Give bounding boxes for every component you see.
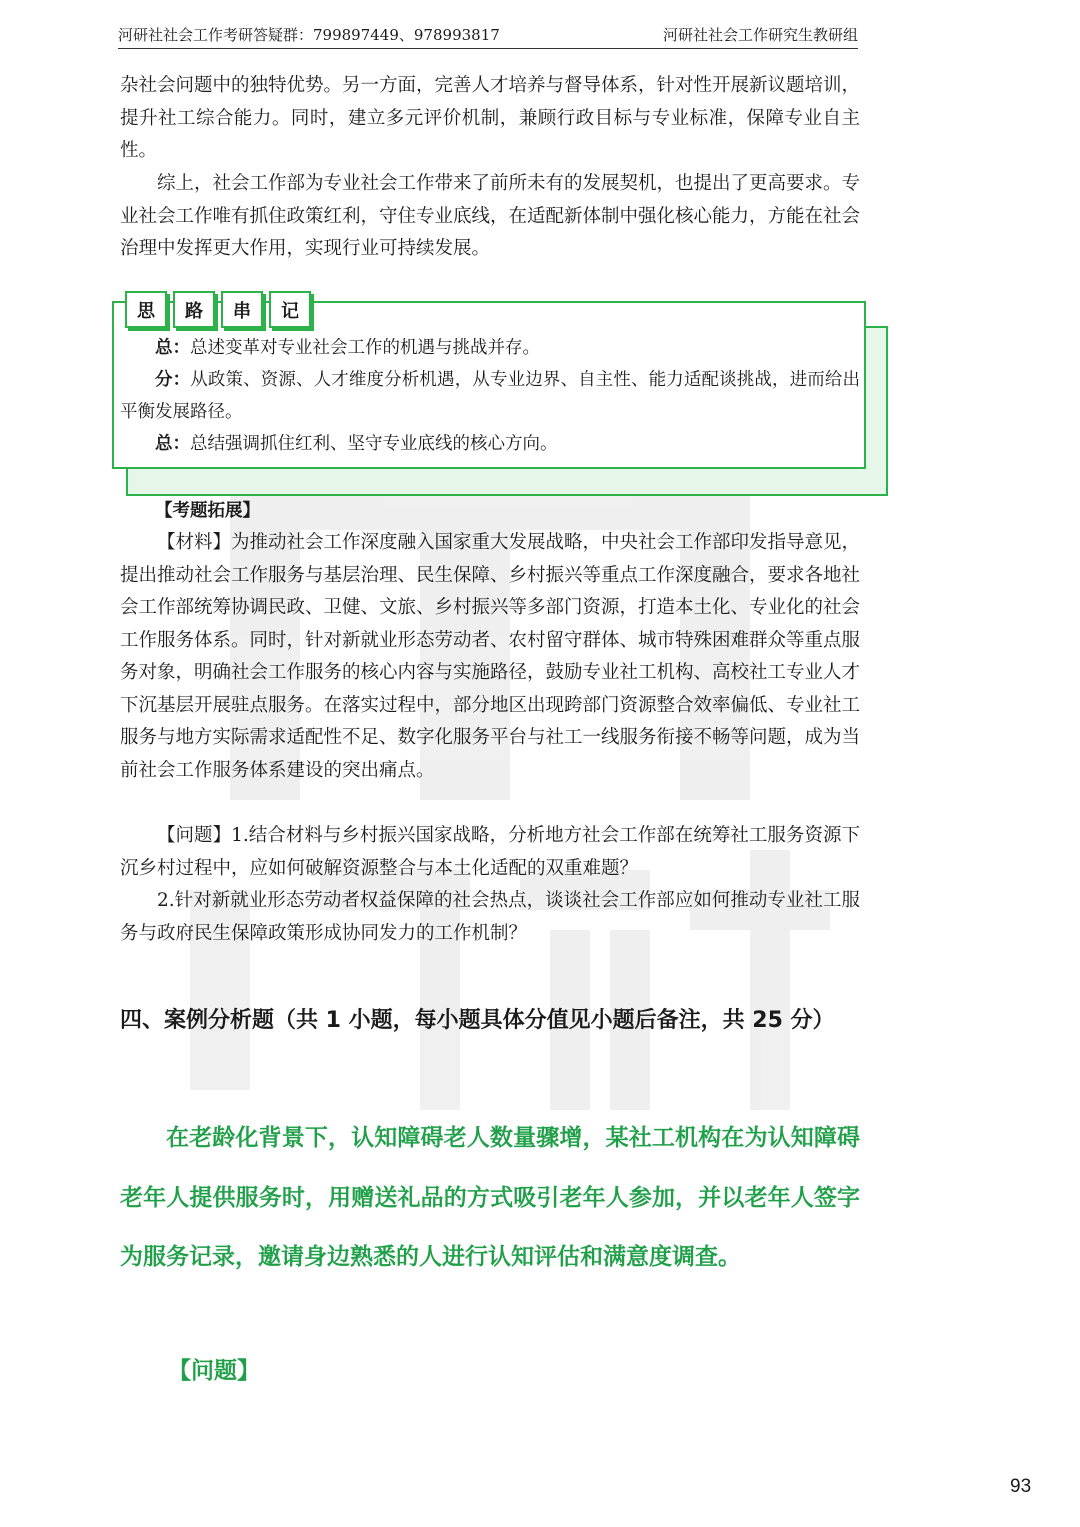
header-left-text: 河研社社会工作考研答疑群：799897449、978993817 [118, 26, 500, 44]
tag-4: 记 [269, 291, 311, 328]
line-text: 从政策、资源、人才维度分析机遇，从专业边界、自主性、能力适配谈挑战，进而给出平衡发展路径。 [120, 370, 861, 422]
thinking-line-2 [120, 364, 860, 428]
section-4-title: 四、案例分析题（共 1 小题，每小题具体分值见小题后备注，共 25 分） [120, 1008, 835, 1033]
thinking-line-3 [120, 428, 860, 460]
intro-paragraph-1: 杂社会问题中的独特优势。另一方面，完善人才培养与督导体系，针对性开展新议题培训，提升社工综合能力。同时，建立多元评价机制，兼顾行政目标与专业标准，保障专业自主性。 [120, 75, 861, 161]
extension-question-2: 2.针对新就业形态劳动者权益保障的社会热点，谈谈社会工作部应如何推动专业社工服务与政府民生保障政策形成协同发力的工作机制？ [120, 890, 860, 944]
line-label: 分： [155, 370, 191, 390]
tag-1: 思 [125, 291, 167, 328]
header-right-text: 河研社社会工作研究生教研组 [662, 26, 858, 44]
thinking-line-1 [120, 332, 860, 364]
thinking-box-content [120, 332, 860, 460]
case-question-label: 【问题】 [168, 1357, 260, 1384]
line-label: 总： [155, 338, 190, 358]
line-text: 总结强调抓住红利、坚守专业底线的核心方向。 [190, 434, 558, 454]
tag-2: 路 [173, 291, 215, 328]
case-text: 在老龄化背景下，认知障碍老人数量骤增，某社工机构在为认知障碍老年人提供服务时，用赠送礼品的方式吸引老年人参加，并以老年人签字为服务记录，邀请身边熟悉的人进行认知评估和满意度调查。 [120, 1124, 860, 1270]
extension-material: 【材料】为推动社会工作深度融入国家重大发展战略，中央社会工作部印发指导意见，提出推动社会工作服务与基层治理、民生保障、乡村振兴等重点工作深度融合，要求各地社会工作部统筹协调民政、卫健、文旅、乡村振兴等多部门资源，打造本土化、专业化的社会工作服务体系。同时，针对新就业形态劳动者、农村留守群体、城市特殊困难群众等重点服务对象，明确社会工作服务的核心内容与实施路径，鼓励专业社工机构、高校社工专业人才下沉基层开展驻点服务。在落实过程中，部分地区出现跨部门资源整合效率偏低、专业社工服务与地方实际需求适配性不足、数字化服务平台与社工一线服务衔接不畅等问题，成为当前社会工作服务体系建设的突出痛点。 [120, 532, 861, 781]
intro-paragraph-2: 综上，社会工作部为专业社会工作带来了前所未有的发展契机，也提出了更高要求。专业社会工作唯有抓住政策红利，守住专业底线，在适配新体制中强化核心能力，方能在社会治理中发挥更大作用，实现行业可持续发展。 [120, 173, 861, 259]
line-text: 总述变革对专业社会工作的机遇与挑战并存。 [190, 338, 540, 358]
thinking-box-tags [125, 291, 311, 328]
line-label: 总： [155, 434, 190, 454]
page-header [118, 22, 858, 49]
page-number: 93 [1010, 1476, 1032, 1497]
extension-heading: 【考题拓展】 [155, 501, 260, 521]
tag-3: 串 [221, 291, 263, 328]
extension-question-1: 【问题】1.结合材料与乡村振兴国家战略，分析地方社会工作部在统筹社工服务资源下沉乡村过程中，应如何破解资源整合与本土化适配的双重难题？ [120, 825, 860, 879]
